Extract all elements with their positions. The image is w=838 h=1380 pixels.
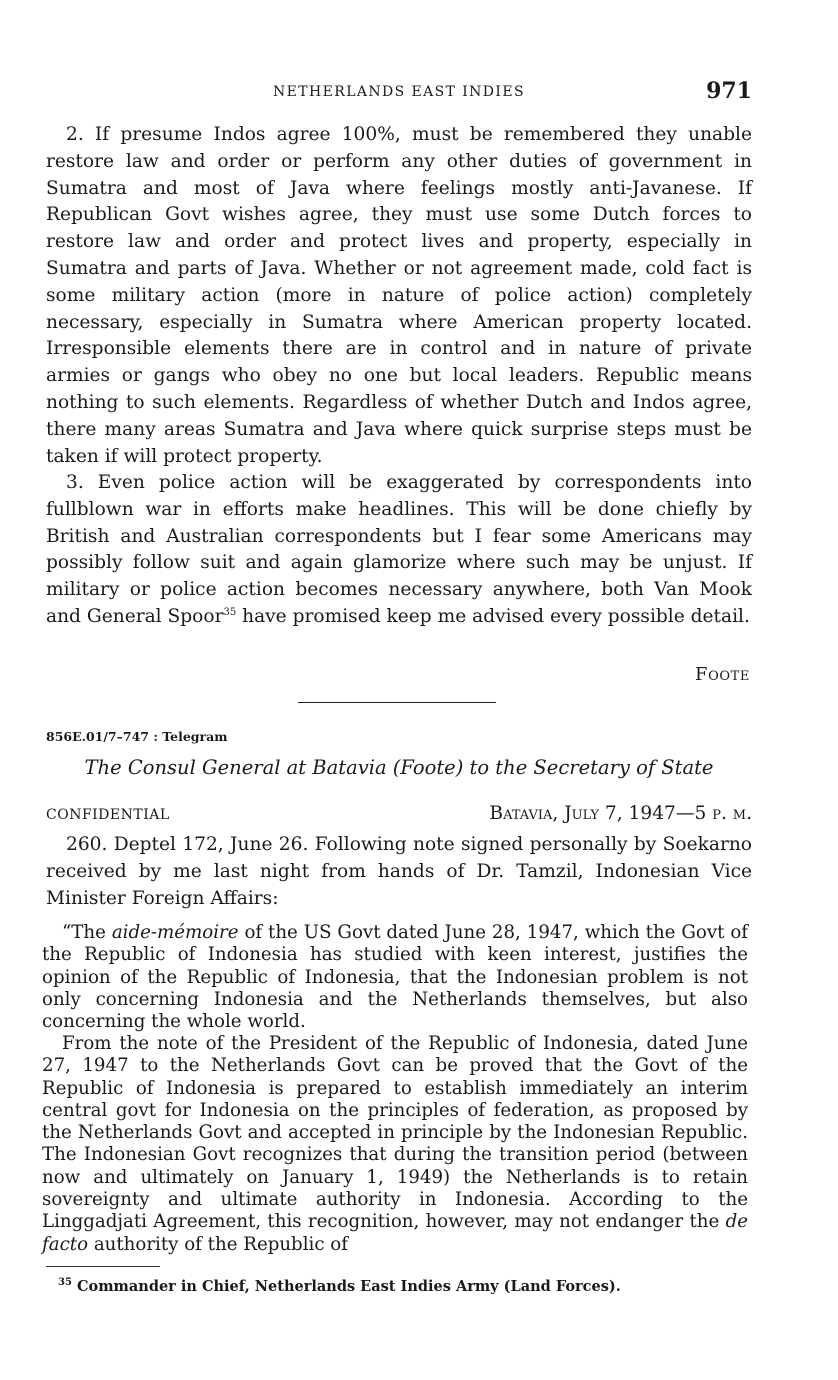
quoted-note-paragraph-1 bbox=[42, 922, 748, 1033]
quote-p1-start: “The bbox=[62, 922, 112, 943]
footnote-reference-35[interactable]: 35 bbox=[223, 606, 237, 618]
paragraph-260-text: 260. Deptel 172, June 26. Following note signed personally by Soekarno received by me last night from hands of Dr. Tamzil, Indonesian Vice Minister Foreign Affairs: bbox=[46, 834, 752, 909]
quote-p1-italic: aide-mémoire bbox=[111, 922, 239, 943]
quote-p2-start: From the note of the President of the Republic of Indonesia, dated June 27, 1947 to the Netherlands Govt can be proved that the Govt of the Republic of Indonesia is prepared to establish immediately an interim central govt for Indonesia on the principles of federation, as proposed by the Netherlands Govt and accepted in principle by the Indonesian Republic. The Indonesian Govt recognizes that during the transition period (between now and ultimately on January 1, 1949) the Netherlands is to retain sovereignty and ultimate authority in Indonesia. According to the Linggadjati Agreement, this recognition, however, may not endanger the bbox=[42, 1033, 748, 1233]
quote-p1-text bbox=[42, 922, 748, 1033]
paragraph-3-text bbox=[46, 470, 752, 631]
section-divider bbox=[298, 702, 496, 703]
paragraph-2-text: 2. If presume Indos agree 100%, must be remembered they unable restore law and order or perform any other duties of government in Sumatra and most of Java where feelings mostly anti-Javanese. If Republican Govt wishes agree, they must use some Dutch forces to restore law and order and protect lives and property, especially in Sumatra and parts of Java. Whether or not agreement made, cold fact is some military action (more in nature of police action) completely necessary, especially in Sumatra where American property located. Irresponsible elements there are in control and in nature of private armies or gangs who obey no one but local leaders. Republic means nothing to such elements. Regardless of whether Dutch and Indos agree, there many areas Sumatra and Java where quick surprise steps must be taken if will protect property. bbox=[46, 124, 752, 467]
footnote-rule bbox=[46, 1266, 160, 1267]
quote-p1-rest: of the US Govt dated June 28, 1947, which the Govt of the Republic of Indonesia has studied with keen interest, justifies the opinion of the Republic of Indonesia, that the Indonesian problem is not only concerning Indonesia and the Netherlands themselves, but also concerning the whole world. bbox=[42, 922, 748, 1033]
paragraph-3 bbox=[46, 470, 752, 631]
footnote-text: Commander in Chief, Netherlands East Indies Army (Land Forces). bbox=[76, 1278, 621, 1295]
file-reference: 856E.01/7–747 : Telegram bbox=[46, 729, 228, 744]
running-title: NETHERLANDS EAST INDIES bbox=[273, 84, 525, 100]
classification-label: CONFIDENTIAL bbox=[46, 807, 170, 823]
signature-foote: Foote bbox=[695, 664, 750, 685]
quote-p2-italic: de facto bbox=[42, 1211, 748, 1255]
quoted-note-paragraph-2 bbox=[42, 1033, 748, 1256]
paragraph-3-before-note: 3. Even police action will be exaggerated by correspondents into fullblown war in efforts make headlines. This will be done chiefly by British and Australian correspondents but I fear some Americans may possibly follow suit and again glamorize where such may be unjust. If military or police action becomes necessary anywhere, both Van Mook and General Spoor bbox=[46, 472, 752, 627]
footnote-marker: 35 bbox=[58, 1277, 72, 1289]
dateline: Batavia, July 7, 1947—5 p. m. bbox=[489, 803, 752, 824]
quote-p2-end: authority of the Republic of bbox=[88, 1233, 348, 1255]
paragraph-260 bbox=[46, 832, 752, 912]
footnote-35 bbox=[58, 1278, 621, 1295]
document-heading: The Consul General at Batavia (Foote) to the Secretary of State bbox=[84, 756, 714, 779]
paragraph-3-after-note: have promised keep me advised every possible detail. bbox=[236, 605, 750, 627]
quote-p2-text bbox=[42, 1033, 748, 1256]
paragraph-2 bbox=[46, 122, 752, 470]
dateline-row bbox=[46, 803, 752, 829]
running-head bbox=[46, 78, 752, 108]
page-number: 971 bbox=[706, 78, 752, 104]
